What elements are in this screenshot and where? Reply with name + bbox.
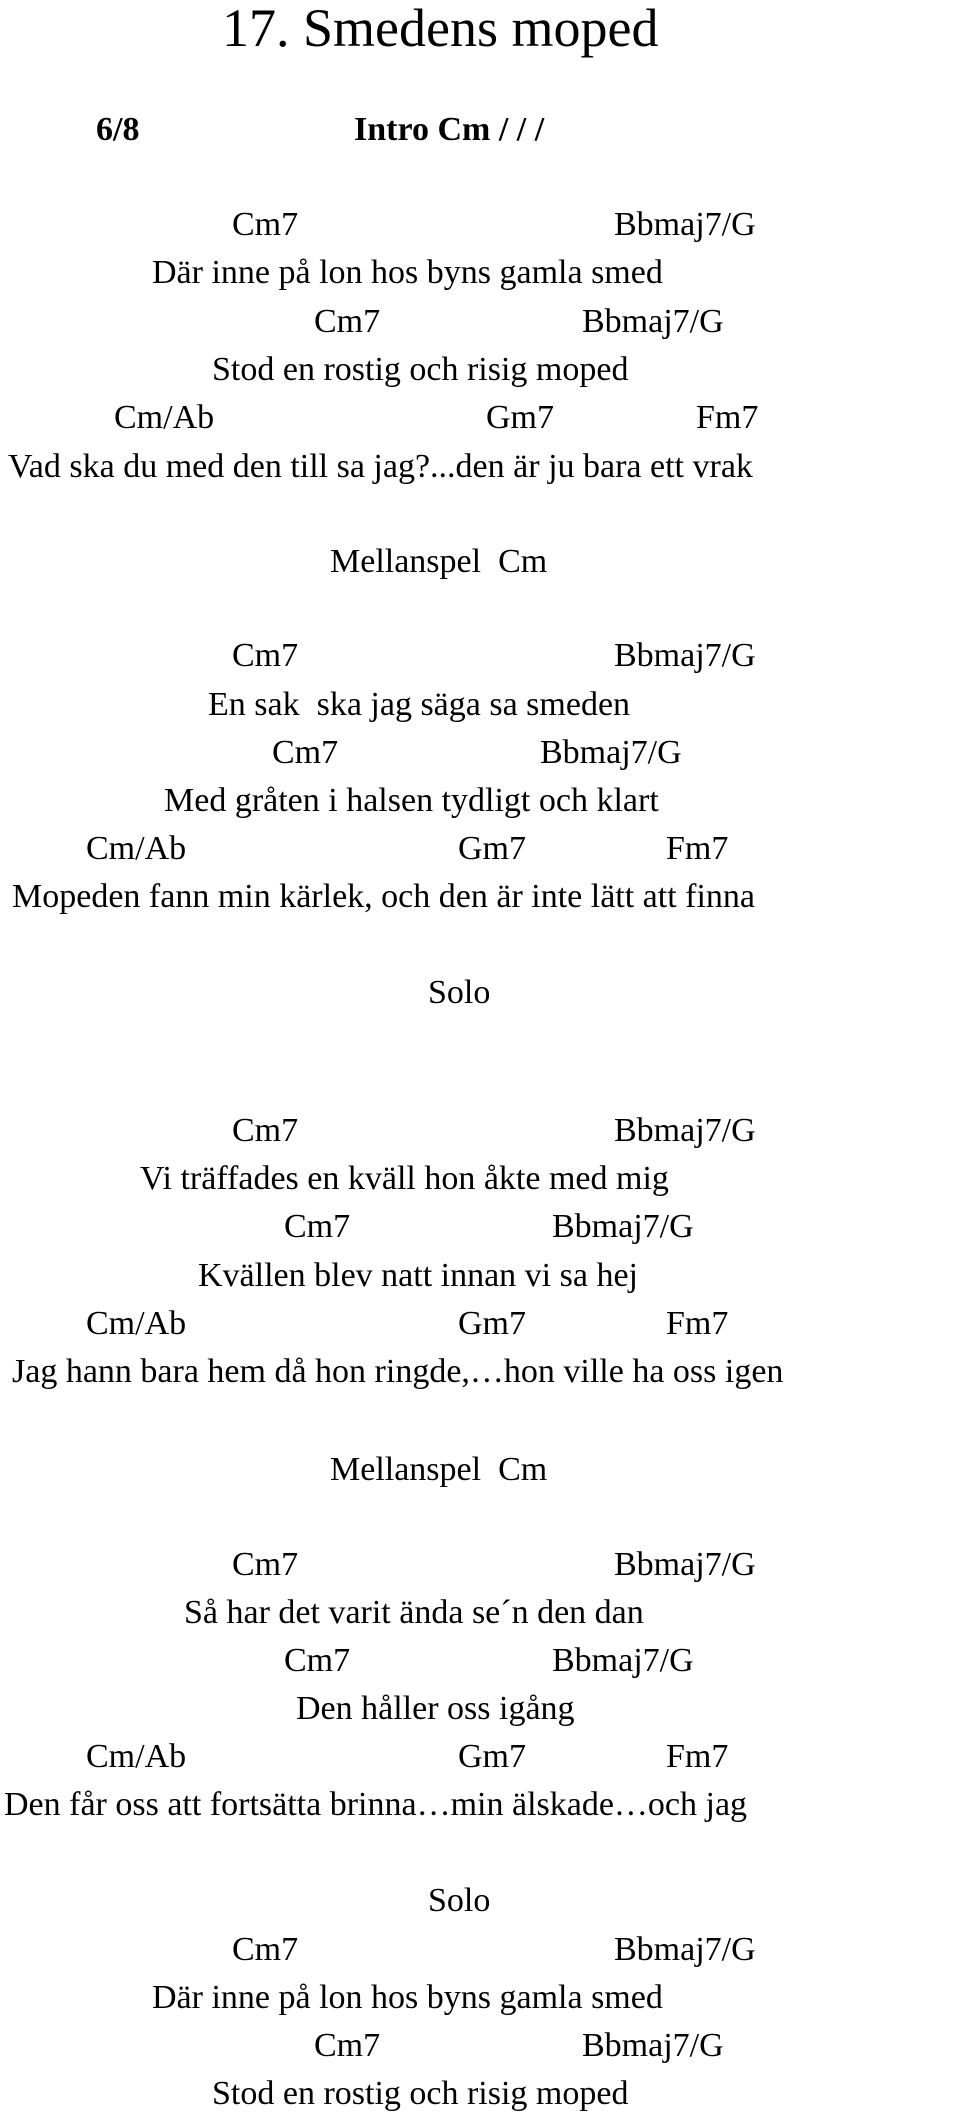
chord: Cm/Ab [86,830,187,867]
chord: Bbmaj7/G [614,637,756,674]
chord: Cm/Ab [114,399,215,436]
lyric-line: Där inne på lon hos byns gamla smed [152,1979,663,2016]
interlude-label: Mellanspel Cm [330,543,548,580]
lyric-line: Stod en rostig och risig moped [212,2075,629,2112]
chord: Gm7 [458,1738,526,1775]
lyric-line: Med gråten i halsen tydligt och klart [164,782,659,819]
chord: Fm7 [666,830,729,867]
chord: Cm7 [232,1112,299,1149]
lyric-line: Vi träffades en kväll hon åkte med mig [140,1160,669,1197]
chord: Cm7 [314,303,381,340]
chord: Cm7 [232,1546,299,1583]
time-signature: 6/8 [96,111,140,148]
chord: Cm7 [232,206,299,243]
chord: Bbmaj7/G [582,2027,724,2064]
chord: Gm7 [486,399,554,436]
chord: Fm7 [666,1305,729,1342]
lyric-line: En sak ska jag säga sa smeden [208,686,631,723]
lyric-line: Jag hann bara hem då hon ringde,…hon ville ha oss igen [12,1353,784,1390]
lyric-line: Mopeden fann min kärlek, och den är inte lätt att finna [12,878,756,915]
chord: Gm7 [458,1305,526,1342]
chord: Bbmaj7/G [614,206,756,243]
chord: Gm7 [458,830,526,867]
lyric-line: Den får oss att fortsätta brinna…min älskade…och jag [4,1786,748,1823]
chord: Cm7 [232,637,299,674]
chord: Bbmaj7/G [582,303,724,340]
chord: Cm7 [232,1931,299,1968]
lyric-line: Så har det varit ända se´n den dan [184,1594,644,1631]
chord: Bbmaj7/G [552,1208,694,1245]
chord: Cm/Ab [86,1738,187,1775]
solo-label: Solo [428,1882,491,1919]
chord: Fm7 [696,399,759,436]
chord: Bbmaj7/G [614,1112,756,1149]
lyric-line: Den håller oss igång [296,1690,575,1727]
chord: Cm/Ab [86,1305,187,1342]
chord: Cm7 [272,734,339,771]
interlude-label: Mellanspel Cm [330,1451,548,1488]
chord: Fm7 [666,1738,729,1775]
lyric-line: Kvällen blev natt innan vi sa hej [198,1257,638,1294]
chord: Bbmaj7/G [614,1931,756,1968]
song-title: 17. Smedens moped [222,0,659,58]
intro-label: Intro Cm / / / [354,111,545,148]
chord: Cm7 [284,1642,351,1679]
chord: Bbmaj7/G [552,1642,694,1679]
lyric-line: Där inne på lon hos byns gamla smed [152,254,663,291]
solo-label: Solo [428,974,491,1011]
lyric-line: Vad ska du med den till sa jag?...den är ju bara ett vrak [8,448,753,485]
chord: Cm7 [284,1208,351,1245]
chord: Cm7 [314,2027,381,2064]
lyric-line: Stod en rostig och risig moped [212,351,629,388]
chord: Bbmaj7/G [614,1546,756,1583]
chord: Bbmaj7/G [540,734,682,771]
